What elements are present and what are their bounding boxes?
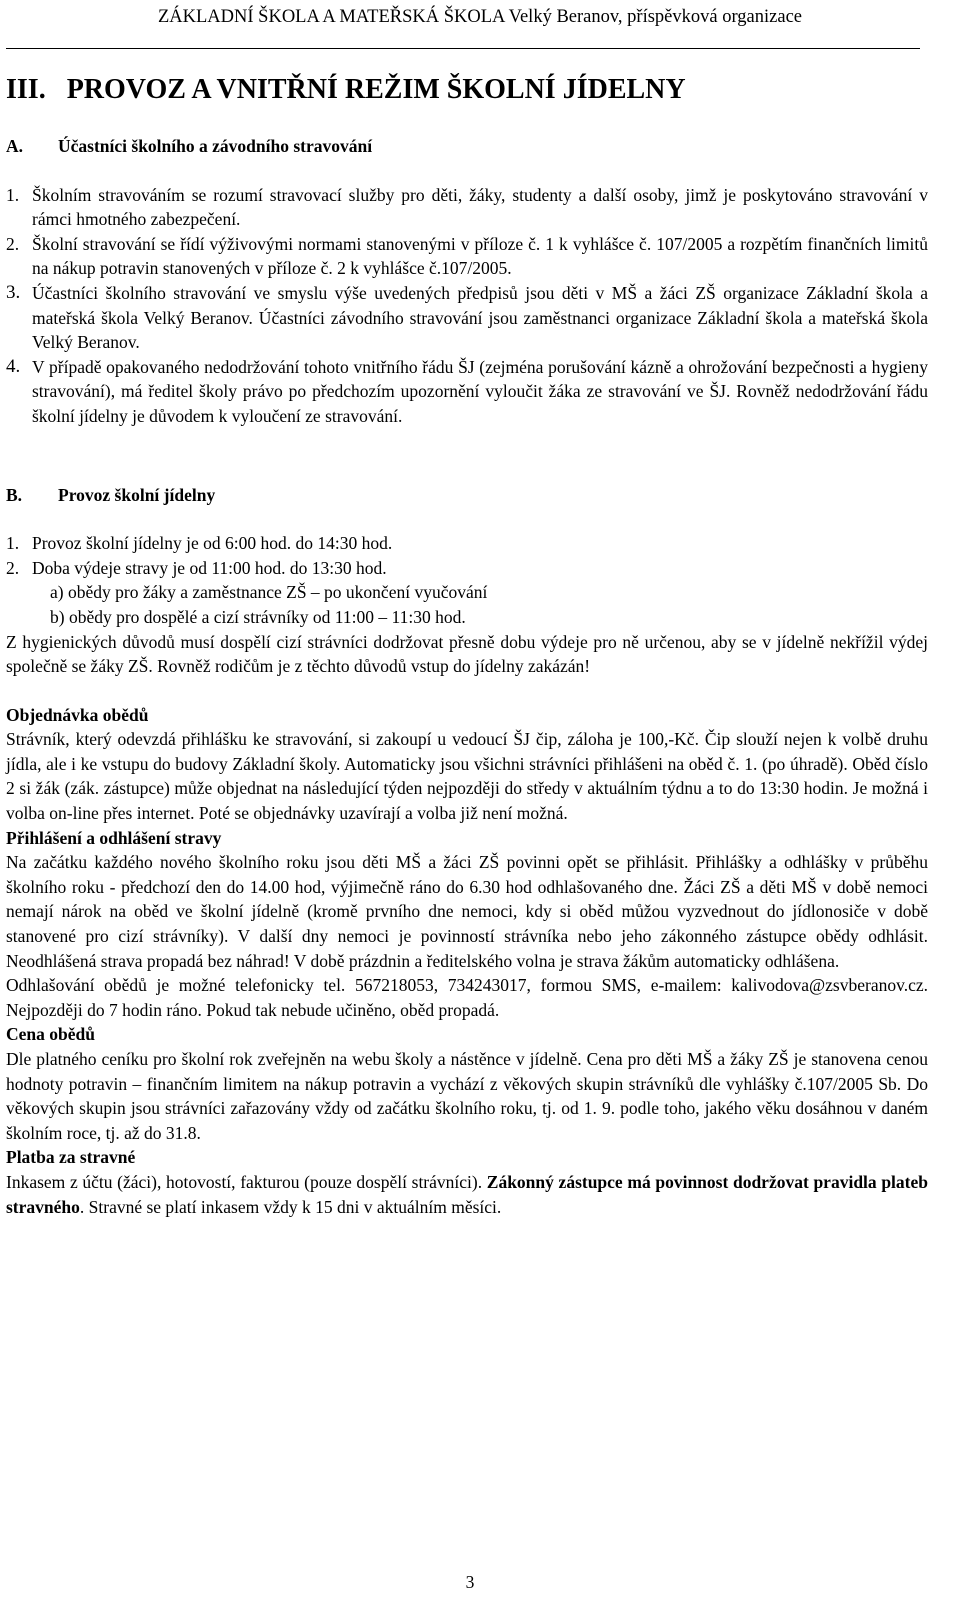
section-a-title: Účastníci školního a závodního stravování xyxy=(58,136,373,156)
list-item xyxy=(6,556,928,581)
list-item-text: Doba výdeje stravy je od 11:00 hod. do 13:30 hod. xyxy=(32,557,387,578)
list-item-number: 2. xyxy=(6,557,20,578)
page-content xyxy=(6,70,928,1219)
platba-text-bold: Zákonný zástupce má povinnost dodržovat pravidla plateb stravného xyxy=(6,1171,928,1217)
hygiene-paragraph: Z hygienických důvodů musí dospělí cizí strávníci dodržovat přesně dobu výdeje pro ně určenou, aby se v jídelně nekřížil výdej společně se žáky ZŠ. Rovněž rodičům je z těchto důvodů vstup do jídelny zakázán! xyxy=(6,631,928,677)
list-item xyxy=(6,183,928,232)
page-number: 3 xyxy=(465,1572,475,1592)
section-a-heading xyxy=(6,134,928,159)
list-item-number: 1. xyxy=(6,533,20,554)
objednavka-paragraph: Strávník, který odevzdá přihlášku ke stravování, si zakoupí u vedoucí ŠJ čip, záloha je 100,-Kč. Čip slouží nejen k volbě druhu jídla, ale i ke vstupu do budovy Základní školy. Automaticky jsou všichni strávníci přihlášeni na oběd č. 1. (po úhradě). Oběd číslo 2 si žák (zák. zástupce) může objednat na následující týden nejpozději do středy v aktuálním týdnu a to do 13:30 hodin. Je možná i volba on-line přes internet. Poté se objednávky uzavírají a volba již není možná. xyxy=(6,729,928,824)
list-item-text: V případě opakovaného nedodržování tohoto vnitřního řádu ŠJ (zejména porušování kázně a ohrožování bezpečnosti a hygieny stravování), má ředitel školy právo po předchozím upozornění vyloučit žáka ze stravování ve ŠJ. Rovněž nedodržování řádu školní jídelny je důvodem k vyloučení ze stravování. xyxy=(32,356,928,426)
list-item-number: 1. xyxy=(6,184,20,205)
section-a-letter: A. xyxy=(6,136,24,156)
list-item-number: 4. xyxy=(6,355,21,377)
platba-text-a: Inkasem z účtu (žáci), hotovostí, fakturou (pouze dospělí strávníci). xyxy=(6,1171,487,1192)
list-item xyxy=(6,232,928,281)
odhlasovani-paragraph: Odhlašování obědů je možné telefonicky tel. 567218053, 734243017, formou SMS, e-mailem: kalivodova@zsvberanov.cz. Nejpozději do 7 hodin ráno. Pokud tak nebude učiněno, oběd propadá. xyxy=(6,975,928,1020)
list-item-number: 2. xyxy=(6,233,20,254)
prihlaseni-heading: Přihlášení a odhlášení stravy xyxy=(6,827,222,848)
platba-paragraph xyxy=(6,1170,928,1219)
cena-paragraph: Dle platného ceníku pro školní rok zveřejněn na webu školy a nástěnce v jídelně. Cena pro děti MŠ a žáky ZŠ je stanovena cenou hodnoty potravin – finančním limitem na nákup potravin a vychází z věkových skupin strávníků dle vyhlášky č.107/2005 Sb. Do věkových skupin jsou strávníci zařazovány vždy od začátku školního roku, tj. od 1. 9. podle toho, jakého věku dosáhnou v daném školním roce, tj. až do 31.8. xyxy=(6,1049,928,1143)
section-title: III. PROVOZ A VNITŘNÍ REŽIM ŠKOLNÍ JÍDELNY xyxy=(6,74,686,105)
objednavka-heading: Objednávka obědů xyxy=(6,704,149,725)
platba-heading: Platba za stravné xyxy=(6,1147,136,1168)
list-item xyxy=(6,281,928,355)
platba-text-c: . Stravné se platí inkasem vždy k 15 dni v aktuálním měsíci. xyxy=(79,1196,502,1217)
cena-heading: Cena obědů xyxy=(6,1024,95,1045)
section-b-letter: B. xyxy=(6,484,23,505)
sub-item: b) obědy pro dospělé a cizí strávníky od 11:00 – 11:30 hod. xyxy=(50,606,466,627)
sub-item: a) obědy pro žáky a zaměstnance ZŠ – po ukončení vyučování xyxy=(50,582,488,603)
list-item xyxy=(6,531,928,556)
list-item-text: Školním stravováním se rozumí stravovací služby pro děti, žáky, studenty a další osoby, jimž je poskytováno stravování v rámci hmotného zabezpečení. xyxy=(32,184,928,230)
prihlaseni-paragraph: Na začátku každého nového školního roku jsou děti MŠ a žáci ZŠ povinni opět se přihlásit. Přihlášky a odhlášky v průběhu školního roku - předchozí den do 14.00 hod, výjimečně ráno do 6.30 hod odhlašovaného dne. Žáci ZŠ a děti MŠ v době nemoci nemají nárok na oběd ve školní jídelně (kromě prvního dne nemoci, kdy si oběd můžou vyzvednout do jídlonosiče v době stanovené pro cizí strávníky). V další dny nemoci je povinností strávníka nebo jeho zákonného zástupce obědy odhlásit. Neodhlášená strava propadá bez náhrad! V době prázdnin a ředitelského volna je strava žákům automaticky odhlášena. xyxy=(6,852,928,971)
list-item-text: Účastníci školního stravování ve smyslu výše uvedených předpisů jsou děti v MŠ a žáci ZŠ organizace Základní škola a mateřská škola Velký Beranov. Účastníci závodního stravování jsou zaměstnanci organizace Základní škola a mateřská škola Velký Beranov. xyxy=(32,282,928,353)
list-item-text: Provoz školní jídelny je od 6:00 hod. do 14:30 hod. xyxy=(32,533,393,554)
header-rule xyxy=(6,48,920,49)
section-b-title: Provoz školní jídelny xyxy=(58,484,216,505)
section-b-heading xyxy=(6,483,928,508)
list-item-text: Školní stravování se řídí výživovými normami stanovenými v příloze č. 1 k vyhlášce č. 107/2005 a rozpětím finančních limitů na nákup potravin stanovených v příloze č. 2 k vyhlášce č.107/2005. xyxy=(32,233,928,279)
list-item-number: 3. xyxy=(6,281,21,303)
list-item xyxy=(6,355,928,429)
page-header: ZÁKLADNÍ ŠKOLA A MATEŘSKÁ ŠKOLA Velký Beranov, příspěvková organizace xyxy=(157,7,802,27)
